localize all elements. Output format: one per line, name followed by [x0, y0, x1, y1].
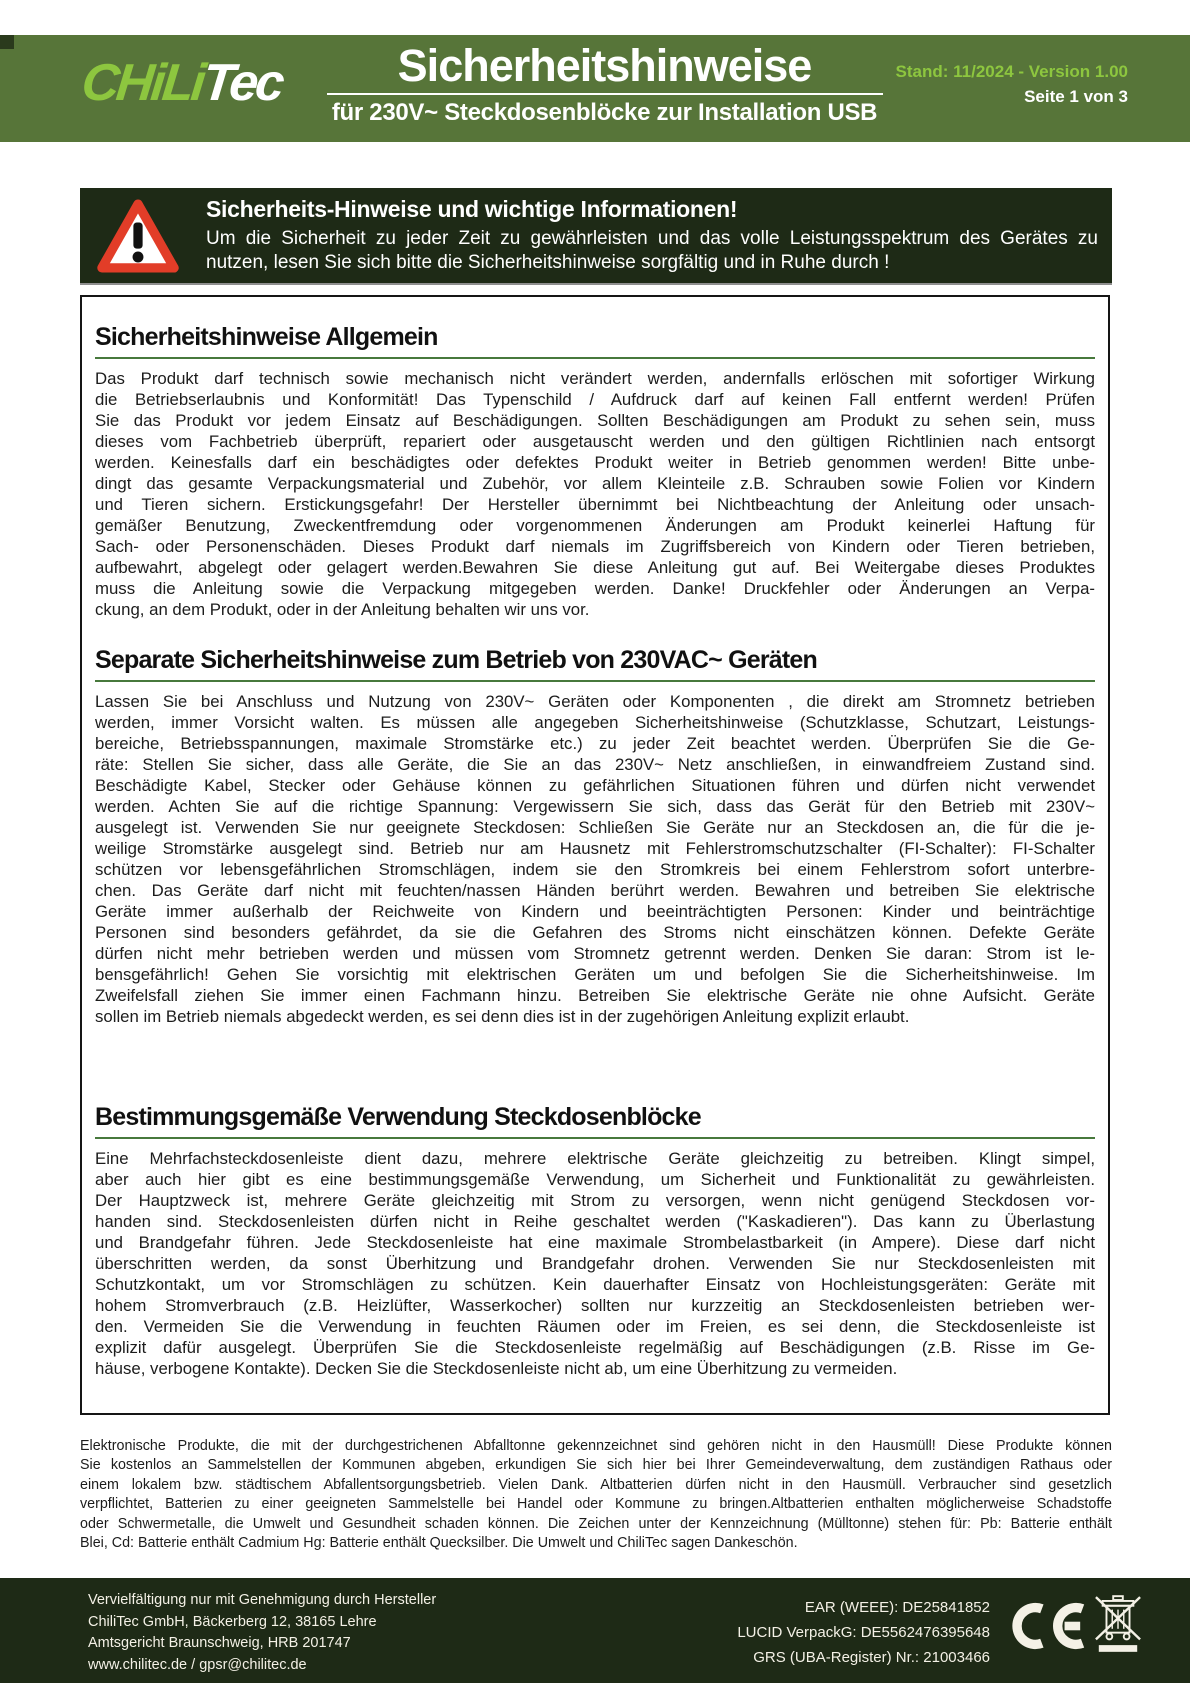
- section-divider: [95, 357, 1095, 359]
- section-allgemein-heading: Sicherheitshinweise Allgemein: [95, 323, 438, 351]
- page-title: Sicherheitshinweise: [397, 40, 812, 91]
- page-subtitle: für 230V~ Steckdosenblöcke zur Installation USB: [331, 98, 878, 126]
- title-block: [327, 41, 883, 127]
- footer-company-info: Vervielfältigung nur mit Genehmigung durch Hersteller ChiliTec GmbH, Bäckerberg 12, 38165 Lehre Amtsgericht Braunschweig, HRB 201747 www.chilitec.de / gpsr@chilitec.de: [88, 1592, 437, 1673]
- section-allgemein-body: Das Produkt darf technisch sowie mechanisch nicht verändert werden, andernfalls erlöschen mit sofortiger Wirkung die Betriebserlaubnis und Konformität! Das Typenschild / Aufdruck darf auf keinen Fall entfernt werden! Prüfen Sie das Produkt vor jedem Einsatz auf Beschädigungen. Sollten Beschädigungen am Produkt zu sehen sein, muss dieses vom Fachbetrieb überprüft, repariert oder ausgetauscht werden und den gültigen Richtlinien nach entsorgt werden. Keinesfalls darf ein beschädigtes oder defektes Produkt weiter in Betrieb genommen werden! Bitte unbe- dingt das gesamte Verpackungsmaterial und Zubehör, vor allem Kleinteile z.B. Schrauben sowie Folien vor Kindern und Tieren sichern. Erstickungsgefahr! Der Hersteller übernimmt bei Nichtbeachtung der Anleitung oder unsach- gemäßer Benutzung, Zweckentfremdung oder vorgenommenen Änderungen am Produkt keinerlei Haftung für Sach- oder Personenschäden. Dieses Produkt darf niemals im Zugriffsbereich von Kindern oder Tieren betrieben, aufbewahrt, abgelegt oder gelagert werden.Bewahren Sie diese Anleitung gut auf. Bei Weitergabe dieses Produktes muss die Anleitung sowie die Verpackung mitgegeben werden. Danke! Druckfehler oder Änderungen an Verpa- ckung, an dem Produkt, oder in der Anleitung behalten wir uns vor.: [95, 369, 1095, 619]
- weee-bin-icon: [1094, 1590, 1142, 1658]
- band-corner-notch: [0, 35, 14, 49]
- logo-text-green: CHiLi: [78, 54, 206, 112]
- section-verwendung: [95, 1103, 1095, 1379]
- section-230vac-heading: Separate Sicherheitshinweise zum Betrieb von 230VAC~ Geräten: [95, 646, 817, 674]
- section-verwendung-heading: Bestimmungsgemäße Verwendung Steckdosenblöcke: [95, 1103, 701, 1131]
- chilitec-logo: [78, 54, 285, 112]
- footer-band: [0, 1578, 1190, 1683]
- warning-heading: Sicherheits-Hinweise und wichtige Informationen!: [206, 196, 738, 222]
- warning-text-block: [206, 196, 1098, 274]
- version-info: Stand: 11/2024 - Version 1.00: [895, 62, 1128, 81]
- warning-triangle-icon: [96, 198, 180, 274]
- ce-mark-icon: [1002, 1598, 1088, 1654]
- header-meta: [896, 62, 1128, 107]
- warning-body: Um die Sicherheit zu jeder Zeit zu gewährleisten und das volle Leistungsspektrum des Gerätes zu nutzen, lesen Sie sich bitte die Sicherheitshinweise sorgfältig und in Ruhe durch !: [206, 228, 1098, 273]
- disposal-note: Elektronische Produkte, die mit der durchgestrichenen Abfalltonne gekennzeichnet sind gehören nicht in den Hausmüll! Diese Produkte können Sie kostenlos an Sammelstellen der Kommunen abgeben, erkundigen Sie sich hier bei Ihrer Gemeindeverwaltung, dem zuständigen Rathaus oder einem lokalem bzw. städtischem Abfallentsorgungsbetrieb. Vielen Dank. Altbatterien dürfen nicht in den Hausmüll. Verbraucher sind gesetzlich verpflichtet, Batterien zu einer geeigneten Sammelstelle bei Handel oder Kommune zu bringen.Altbatterien enthalten möglicherweise Schadstoffe oder Schwermetalle, die Umwelt und Gesundheit schaden können. Die Zeichen unter der Kennzeichnung (Mülltonne) stehen für: Pb: Batterie enthält Blei, Cd: Batterie enthält Cadmium Hg: Batterie enthält Quecksilber. Die Umwelt und ChiliTec sagen Dankeschön.: [80, 1438, 1112, 1552]
- logo-text-white: Tec: [199, 54, 285, 112]
- title-divider: [327, 93, 883, 95]
- section-allgemein: [95, 323, 1095, 620]
- header-band: [0, 35, 1190, 142]
- section-divider: [95, 680, 1095, 682]
- safety-content-box: [80, 295, 1110, 1415]
- page-number: Seite 1 von 3: [1024, 87, 1128, 106]
- section-divider: [95, 1137, 1095, 1139]
- section-230vac: [95, 646, 1095, 1027]
- footer-registration-numbers: EAR (WEEE): DE25841852 LUCID VerpackG: DE5562476395648 GRS (UBA-Register) Nr.: 21003466: [737, 1599, 990, 1666]
- warning-banner: [80, 188, 1112, 285]
- section-230vac-body: Lassen Sie bei Anschluss und Nutzung von 230V~ Geräten oder Komponenten , die direkt am Stromnetz betrieben werden, immer Vorsicht walten. Es müssen alle angegeben Sicherheitshinweise (Schutzklasse, Schutzart, Leistungs- bereiche, Betriebsspannungen, maximale Stromstärke etc.) zu jeder Zeit beachtet werden. Überprüfen Sie die Ge- räte: Stellen Sie sicher, dass alle Geräte, die Sie an das 230V~ Netz anschließen, in einwandfreiem Zustand sind. Beschädigte Kabel, Stecker oder Gehäuse können zu gefährlichen Situationen führen und dürfen nicht verwendet werden. Achten Sie auf die richtige Spannung: Vergewissern Sie sich, dass das Gerät für den Betrieb mit 230V~ ausgelegt ist. Verwenden Sie nur geeignete Steckdosen: Schließen Sie Geräte nur an Steckdosen an, die für die je- weilige Stromstärke ausgelegt sind. Betrieb nur am Hausnetz mit Fehlerstromschutzschalter (FI-Schalter): FI-Schalter schützen vor lebensgefährlichen Stromschlägen, indem sie den Stromkreis bei einem Fehlerstrom sofort unterbre- chen. Das Geräte darf nicht mit feuchten/nassen Händen berührt werden. Bewahren und betreiben Sie elektrische Geräte immer außerhalb der Reichweite von Kindern und beeinträchtigten Personen: Kinder und beinträchtige Personen sind besonders gefährdet, da sie die Gefahren des Stroms nicht einschätzen können. Defekte Geräte dürfen nicht mehr betrieben werden und müssen vom Stromnetz getrennt werden. Denken Sie daran: Strom ist le- bensgefährlich! Gehen Sie vorsichtig mit elektrischen Geräten um und befolgen Sie die Sicherheitshinweise. Im Zweifelsfall ziehen Sie immer einen Fachmann hinzu. Betreiben Sie elektrische Geräte nie ohne Aufsicht. Geräte sollen im Betrieb niemals abgedeckt werden, es sei denn dies ist in der zugehörigen Anleitung explizit erlaubt.: [95, 692, 1095, 1026]
- section-verwendung-body: Eine Mehrfachsteckdosenleiste dient dazu, mehrere elektrische Geräte gleichzeitig zu betreiben. Klingt simpel, aber auch hier gibt es eine bestimmungsgemäße Verwendung, um Sicherheit und Funktionalität zu gewährleisten. Der Hauptzweck ist, mehrere Geräte gleichzeitig mit Strom zu versorgen, wenn nicht genügend Steckdosen vor- handen sind. Steckdosenleisten dürfen nicht in Reihe geschaltet werden ("Kaskadieren"). Das kann zu Überlastung und Brandgefahr führen. Jede Steckdosenleiste hat eine maximale Strombelastbarkeit (in Ampere). Diese darf nicht überschritten werden, da sonst Überhitzung und Brandgefahr drohen. Verwenden Sie nur Steckdosenleisten mit Schutzkontakt, um vor Stromschlägen zu schützen. Kein dauerhafter Einsatz von Hochleistungsgeräten: Geräte mit hohem Stromverbrauch (z.B. Heizlüfter, Wasserkocher) sollten nur kurzzeitig an Steckdosenleisten betrieben wer- den. Vermeiden Sie die Verwendung in feuchten Räumen oder im Freien, es sei denn, die Steckdosenleiste ist explizit dafür ausgelegt. Überprüfen Sie die Steckdosenleiste regelmäßig auf Beschädigungen (z.B. Risse im Ge- häuse, verbogene Kontakte). Decken Sie die Steckdosenleiste nicht ab, um eine Überhitzung zu vermeiden.: [95, 1149, 1095, 1378]
